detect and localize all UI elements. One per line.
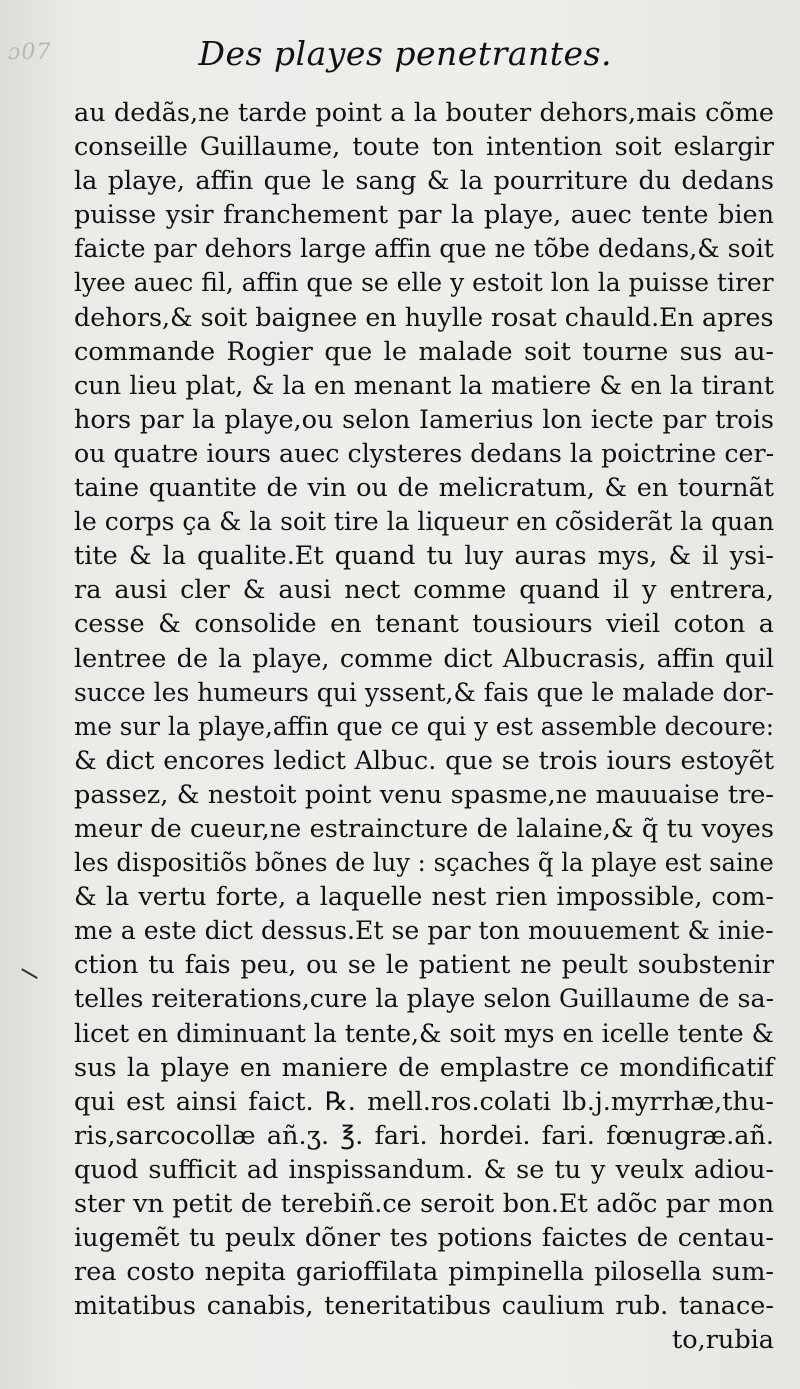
text-line: lyee auec fil, affin que se elle y estoit lon la puisse tirer — [74, 268, 774, 299]
text-line: & la vertu forte, a laquelle nest rien impossible, com- — [74, 882, 774, 913]
text-line: telles reiterations,cure la playe selon Guillaume de sa- — [74, 984, 775, 1015]
text-line: tite & la qualite.Et quand tu luy auras mys, & il ysi- — [74, 541, 774, 572]
text-line: meur de cueur,ne estraincture de lalaine,& q̃ tu voyes — [74, 813, 774, 844]
text-line: puisse ysir franchement par la playe, auec tente bien — [74, 200, 774, 231]
text-line: cesse & consolide en tenant tousiours vieil coton a — [74, 609, 774, 640]
text-line: ction tu fais peu, ou se le patient ne peult soubstenir — [74, 950, 774, 981]
text-line: passez, & nestoit point venu spasme,ne mauuaise tre- — [74, 779, 774, 810]
text-line: sus la playe en maniere de emplastre ce mondificatif — [74, 1052, 774, 1083]
text-line: ou quatre iours auec clysteres dedans la poictrine cer- — [74, 438, 775, 469]
text-line: dehors,& soit baignee en huylle rosat chauld.En apres — [74, 302, 774, 333]
text-line: la playe, affin que le sang & la pourriture du dedans — [74, 166, 774, 197]
gutter-ink-mark — [16, 968, 38, 987]
text-line: hors par la playe,ou selon Iamerius lon iecte par trois — [74, 404, 774, 435]
body-text — [74, 96, 774, 1357]
text-line: iugemẽt tu peulx dõner tes potions faictes de centau- — [74, 1223, 774, 1254]
text-line: taine quantite de vin ou de melicratum, & en tournãt — [74, 473, 774, 504]
text-line: commande Rogier que le malade soit tourne sus au- — [74, 336, 774, 367]
text-line: cun lieu plat, & la en menant la matiere & en la tirant — [74, 370, 774, 401]
text-line: ster vn petit de terebiñ.ce seroit bon.Et adõc par mon — [74, 1189, 774, 1219]
text-line: me a este dict dessus.Et se par ton mouuement & inie- — [74, 916, 774, 947]
text-line: ris,sarcocollæ añ.ʒ. ℥. fari. hordei. fari. fœnugræ.añ. — [74, 1120, 774, 1151]
text-line: qui est ainsi faict. ℞. mell.ros.colati lb.j.myrrhæ,thu- — [74, 1086, 774, 1117]
bleed-through-page-number: ɔ07 — [8, 40, 52, 65]
text-line: quod sufficit ad inspissandum. & se tu y veulx adiou- — [74, 1154, 774, 1185]
text-line: le corps ça & la soit tire la liqueur en cõsiderãt la quan — [74, 507, 775, 538]
text-line: ra ausi cler & ausi nect comme quand il y entrera, — [74, 575, 774, 606]
text-line: lentree de la playe, comme dict Albucrasis, affin quil — [74, 643, 774, 674]
text-line: conseille Guillaume, toute ton intention soit eslargir — [74, 132, 774, 163]
text-line: faicte par dehors large affin que ne tõbe dedans,& soit — [74, 234, 774, 265]
text-line: au dedãs,ne tarde point a la bouter dehors,mais cõme — [74, 98, 774, 128]
text-line: licet en diminuant la tente,& soit mys en icelle tente & — [74, 1018, 775, 1049]
text-line: & dict encores ledict Albuc. que se trois iours estoyẽt — [74, 745, 774, 776]
text-line: succe les humeurs qui yssent,& fais que le malade dor- — [74, 677, 774, 708]
text-line: mitatibus canabis, teneritatibus caulium rub. tanace- — [74, 1291, 774, 1322]
text-line: me sur la playe,affin que ce qui y est assemble decoure: — [74, 711, 775, 742]
running-head: Des playes penetrantes. — [198, 34, 612, 73]
text-line: rea costo nepita garioffilata pimpinella pilosella sum- — [74, 1257, 774, 1288]
text-line: to,rubia — [672, 1325, 774, 1356]
text-line: les dispositiõs bõnes de luy : sçaches q̃ la playe est saine — [74, 848, 774, 879]
